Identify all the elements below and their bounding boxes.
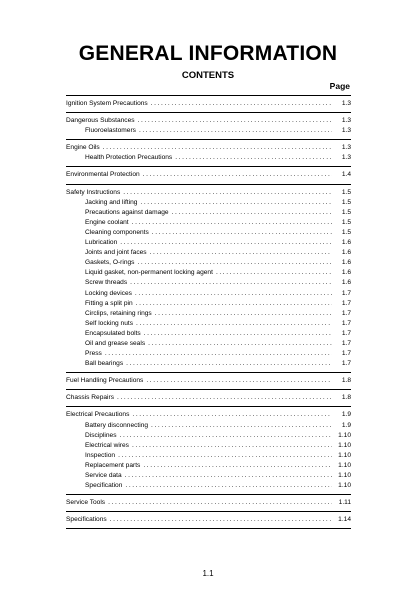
toc-entry-label: Chassis Repairs xyxy=(66,394,115,402)
toc-subentry[interactable] xyxy=(66,126,351,136)
toc-page-number: 1.7 xyxy=(341,289,351,297)
toc-page-number: 1.4 xyxy=(341,171,351,179)
toc-entry-label: Joints and joint faces xyxy=(85,249,147,257)
dot-leader xyxy=(150,248,332,258)
toc-entry-label: Replacement parts xyxy=(85,461,141,469)
toc-entry[interactable] xyxy=(66,393,351,403)
toc-entry-label: Service Tools xyxy=(66,499,106,507)
toc-subentry[interactable] xyxy=(66,153,351,163)
toc-entry[interactable] xyxy=(66,170,351,180)
toc-entry-label: Fitting a split pin xyxy=(85,299,133,307)
toc-page-number: 1.10 xyxy=(338,451,351,459)
dot-leader xyxy=(148,339,332,349)
toc-entry-label: Gaskets, O-rings xyxy=(85,259,135,267)
toc-page-number: 1.10 xyxy=(338,431,351,439)
toc-entry-label: Disciplines xyxy=(85,431,117,439)
contents-heading: CONTENTS xyxy=(181,70,235,81)
dot-leader xyxy=(110,515,332,525)
dot-leader xyxy=(175,153,332,163)
toc-entry-label: Encapsulated bolts xyxy=(85,329,141,337)
dot-leader xyxy=(143,170,332,180)
toc-page-number: 1.9 xyxy=(341,421,351,429)
toc-page-number: 1.6 xyxy=(341,269,351,277)
toc-entry-label: Lubrication xyxy=(85,239,118,247)
toc-page-number: 1.10 xyxy=(338,461,351,469)
toc-page-number: 1.6 xyxy=(341,239,351,247)
toc-entry-label: Cleaning components xyxy=(85,228,149,236)
toc-entry-label: Electrical Precautions xyxy=(66,411,130,419)
toc-entry-label: Locking devices xyxy=(85,289,132,297)
toc-page-number: 1.6 xyxy=(341,249,351,257)
footer-page-number: 1.1 xyxy=(202,569,214,578)
toc-entry-label: Safety Instructions xyxy=(66,188,121,196)
dot-leader xyxy=(117,393,332,403)
dot-leader xyxy=(146,376,332,386)
toc-page-number: 1.3 xyxy=(341,144,351,152)
toc-subentry[interactable] xyxy=(66,289,351,299)
dot-leader xyxy=(132,441,332,451)
toc-subentry[interactable] xyxy=(66,451,351,461)
toc-entry-label: Inspection xyxy=(85,451,116,459)
dot-leader xyxy=(155,309,332,319)
toc-section xyxy=(66,184,351,373)
toc-page-number: 1.5 xyxy=(341,208,351,216)
toc-page-number: 1.3 xyxy=(341,127,351,135)
toc-subentry[interactable] xyxy=(66,461,351,471)
toc-section xyxy=(66,406,351,494)
toc-subentry[interactable] xyxy=(66,349,351,359)
toc-page-number: 1.7 xyxy=(341,319,351,327)
toc-entry-label: Fluoroelastomers xyxy=(85,127,136,135)
dot-leader xyxy=(132,218,332,228)
toc-entry-label: Specification xyxy=(85,482,123,490)
toc-section xyxy=(66,139,351,166)
toc-entry[interactable] xyxy=(66,143,351,153)
toc-section xyxy=(66,166,351,183)
toc-subentry[interactable] xyxy=(66,278,351,288)
toc-entry[interactable] xyxy=(66,376,351,386)
toc-page-number: 1.7 xyxy=(341,309,351,317)
toc-page-number: 1.7 xyxy=(341,350,351,358)
toc-entry-label: Ignition System Precautions xyxy=(66,100,148,107)
dot-leader xyxy=(172,208,332,218)
toc-subentry[interactable] xyxy=(66,441,351,451)
page-title: GENERAL INFORMATION xyxy=(78,42,338,65)
dot-leader xyxy=(144,329,332,339)
dot-leader xyxy=(136,319,332,329)
toc-entry-label: Circlips, retaining rings xyxy=(85,309,152,317)
toc-subentry[interactable] xyxy=(66,329,351,339)
toc-page-number: 1.3 xyxy=(341,154,351,162)
toc-entry-label: Liquid gasket, non-permanent locking agent xyxy=(85,269,213,277)
toc-subentry[interactable] xyxy=(66,258,351,268)
toc-subentry[interactable] xyxy=(66,268,351,278)
toc-section xyxy=(66,494,351,511)
dot-leader xyxy=(152,228,332,238)
toc-entry-label: Jacking and lifting xyxy=(85,198,138,206)
toc-page-number: 1.10 xyxy=(338,441,351,449)
toc-entry[interactable] xyxy=(66,188,351,198)
toc-entry-label: Self locking nuts xyxy=(85,319,134,327)
toc-page-number: 1.3 xyxy=(341,117,351,125)
toc-subentry[interactable] xyxy=(66,248,351,258)
toc-section xyxy=(66,95,351,112)
toc-page-number: 1.3 xyxy=(341,100,351,107)
toc-section xyxy=(66,511,351,529)
toc-entry[interactable] xyxy=(66,99,351,109)
dot-leader xyxy=(143,461,332,471)
toc-page-number: 1.5 xyxy=(341,198,351,206)
toc-subentry[interactable] xyxy=(66,339,351,349)
dot-leader xyxy=(138,116,332,126)
toc-subentry[interactable] xyxy=(66,309,351,319)
toc-entry[interactable] xyxy=(66,116,351,126)
toc-subentry[interactable] xyxy=(66,431,351,441)
toc-entry-label: Screw threads xyxy=(85,279,128,287)
dot-leader xyxy=(125,471,332,481)
toc-page-number: 1.6 xyxy=(341,279,351,287)
toc-page-number: 1.8 xyxy=(341,377,351,385)
toc-page-number: 1.5 xyxy=(341,188,351,196)
toc-page-number: 1.7 xyxy=(341,299,351,307)
toc-subentry[interactable] xyxy=(66,481,351,491)
toc-page-number: 1.5 xyxy=(341,218,351,226)
toc-entry-label: Ball bearings xyxy=(85,360,124,368)
toc-page-number: 1.10 xyxy=(338,472,351,479)
toc-subentry[interactable] xyxy=(66,471,351,481)
toc-section xyxy=(66,112,351,139)
toc-entry-label: Health Protection Precautions xyxy=(85,154,173,162)
toc-subentry[interactable] xyxy=(66,319,351,329)
dot-leader xyxy=(125,481,332,491)
dot-leader xyxy=(139,126,332,136)
toc-entry-label: Engine coolant xyxy=(85,218,129,226)
toc-page-number: 1.7 xyxy=(341,329,351,337)
toc-section xyxy=(66,389,351,406)
page-column-heading: Page xyxy=(329,81,350,91)
toc-section xyxy=(66,372,351,389)
toc-entry-label: Dangerous Substances xyxy=(66,117,135,125)
toc-entry-label: Battery disconnecting xyxy=(85,421,149,429)
toc-subentry[interactable] xyxy=(66,421,351,431)
dot-leader xyxy=(118,451,332,461)
toc-entry[interactable] xyxy=(66,498,351,508)
dot-leader xyxy=(108,498,332,508)
toc-page-number: 1.11 xyxy=(338,499,351,507)
dot-leader xyxy=(135,289,332,299)
toc-page-number: 1.7 xyxy=(341,360,351,368)
toc-subentry[interactable] xyxy=(66,228,351,238)
dot-leader xyxy=(120,238,332,248)
toc-page-number: 1.7 xyxy=(341,339,351,347)
dot-leader xyxy=(132,410,332,420)
toc-page-number: 1.6 xyxy=(341,259,351,267)
table-of-contents xyxy=(66,95,351,529)
toc-page-number: 1.5 xyxy=(341,228,351,236)
toc-subentry[interactable] xyxy=(66,218,351,228)
toc-subentry[interactable] xyxy=(66,208,351,218)
toc-subentry[interactable] xyxy=(66,359,351,369)
toc-entry-label: Oil and grease seals xyxy=(85,339,146,347)
dot-leader xyxy=(130,278,332,288)
dot-leader xyxy=(151,421,332,431)
dot-leader xyxy=(136,299,332,309)
toc-entry-label: Service data xyxy=(85,472,122,479)
dot-leader xyxy=(151,99,332,109)
toc-page-number: 1.14 xyxy=(338,516,351,524)
dot-leader xyxy=(105,349,332,359)
dot-leader xyxy=(120,431,332,441)
dot-leader xyxy=(123,188,332,198)
toc-subentry[interactable] xyxy=(66,198,351,208)
toc-entry-label: Press xyxy=(85,350,102,358)
toc-page-number: 1.10 xyxy=(338,482,351,490)
dot-leader xyxy=(140,198,332,208)
toc-subentry[interactable] xyxy=(66,238,351,248)
dot-leader xyxy=(126,359,332,369)
toc-page-number: 1.9 xyxy=(341,411,351,419)
dot-leader xyxy=(103,143,332,153)
toc-entry[interactable] xyxy=(66,410,351,420)
toc-entry-label: Environmental Protection xyxy=(66,171,140,179)
toc-page-number: 1.8 xyxy=(341,394,351,402)
toc-subentry[interactable] xyxy=(66,299,351,309)
toc-entry-label: Specifications xyxy=(66,516,107,524)
toc-entry-label: Fuel Handling Precautions xyxy=(66,377,144,385)
toc-entry[interactable] xyxy=(66,515,351,525)
toc-entry-label: Precautions against damage xyxy=(85,208,169,216)
dot-leader xyxy=(137,258,332,268)
toc-entry-label: Engine Oils xyxy=(66,144,100,152)
dot-leader xyxy=(216,268,332,278)
toc-entry-label: Electrical wires xyxy=(85,441,129,449)
